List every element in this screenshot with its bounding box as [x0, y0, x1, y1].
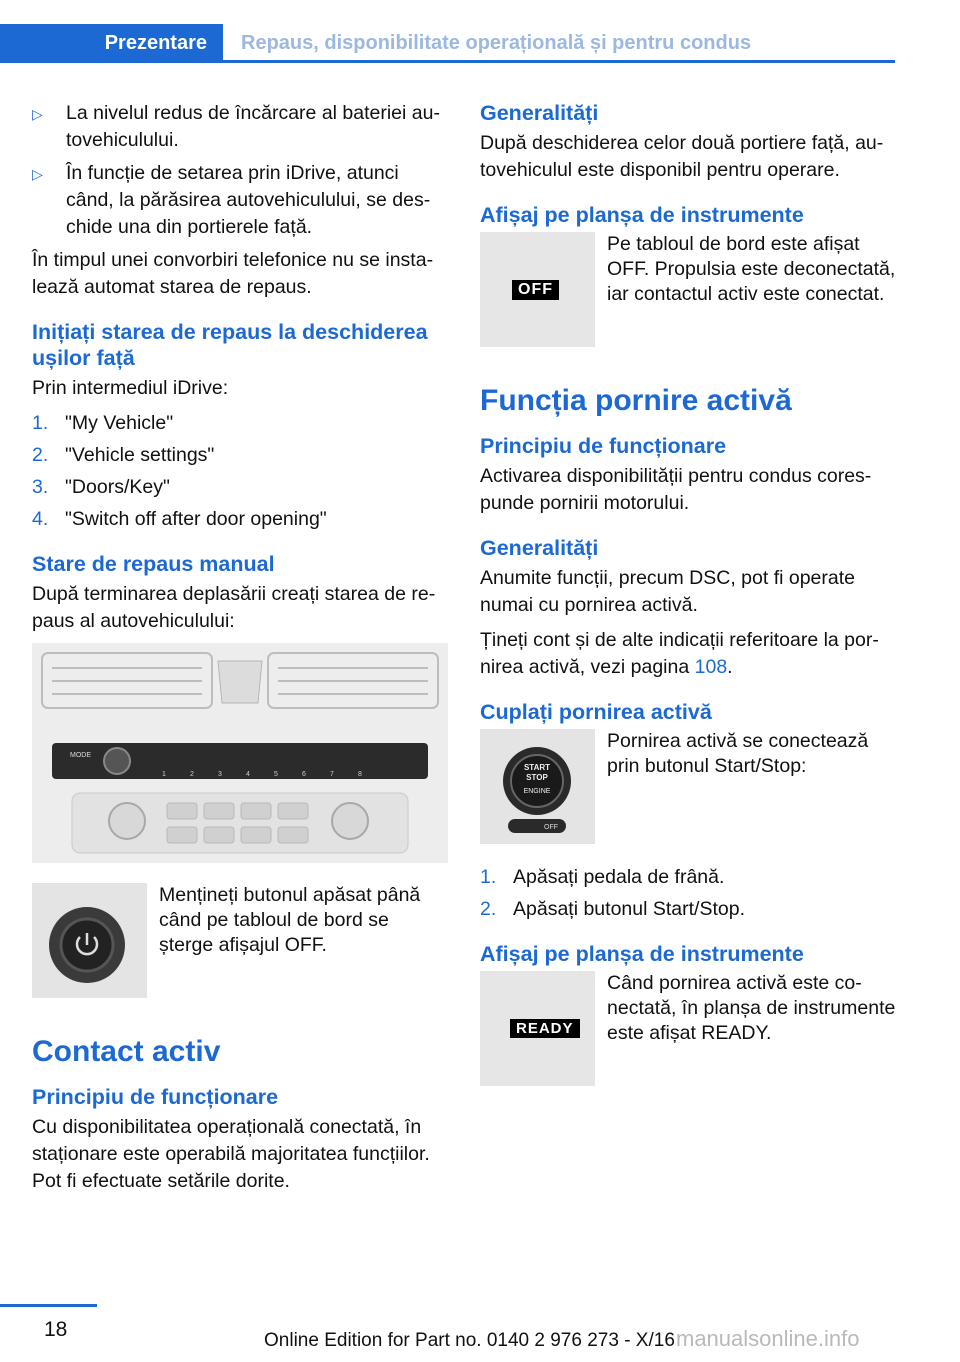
paragraph: În timpul unei convorbiri telefonice nu se instalează automat starea de repaus. [32, 249, 434, 298]
section-heading: Afișaj pe planșa de instrumente [480, 942, 804, 966]
preset-key-label: 4 [246, 771, 250, 778]
power-button-icon [32, 883, 147, 998]
page-link[interactable]: 108 [694, 656, 728, 678]
engine-label: ENGINE [523, 788, 551, 795]
right-column [480, 100, 896, 1100]
list-item: 1. "My Vehicle" [32, 412, 174, 434]
start-stop-button-icon [480, 729, 595, 844]
triangle-bullet-icon: ▷ [32, 106, 43, 122]
section-tab-label: Prezentare [104, 31, 207, 54]
list-item: 2. Apăsați butonul Start/Stop. [480, 898, 745, 920]
list-item: ▷ În funcție de setarea prin iDrive, atunci când, la părăsirea autovehiculului, se deschide una din portierele față. [32, 160, 448, 241]
preset-key-label: 5 [274, 771, 278, 778]
section-heading: Cuplați pornirea activă [480, 700, 712, 724]
preset-key-label: 3 [218, 771, 222, 778]
chapter-heading: Funcția pornire activă [480, 384, 792, 417]
ready-indicator: READY [510, 1019, 580, 1038]
preset-key-label: 2 [190, 771, 194, 778]
center-console-drawing [32, 643, 448, 863]
preset-key-label: 8 [358, 771, 362, 778]
paragraph: Mențineți butonul apăsat până când pe tabloul de bord se șterge afișajul OFF. [159, 884, 421, 956]
paragraph: Anumite funcții, precum DSC, pot fi operate numai cu pornirea activă. [480, 567, 856, 616]
section-heading: Inițiați starea de repaus la deschiderea ușilor față [32, 320, 428, 370]
off-indicator: OFF [512, 280, 559, 300]
center-console-illustration [32, 643, 448, 863]
section-heading: Afișaj pe planșa de instrumente [480, 203, 804, 227]
triangle-bullet-icon: ▷ [32, 166, 43, 182]
paragraph: Pe tabloul de bord este afișat OFF. Propulsia este deconectată, iar contactul activ este conectat. [607, 233, 896, 305]
edition-note: Online Edition for Part no. 0140 2 976 273 - X/16 [264, 1330, 675, 1351]
start-label: START [523, 763, 551, 772]
ready-display-illustration [480, 971, 595, 1086]
off-label: OFF [544, 824, 558, 831]
section-heading: Stare de repaus manual [32, 552, 275, 576]
paragraph: Activarea disponibilității pentru condus corespunde pornirii motorului. [480, 465, 872, 514]
paragraph: Cu disponibilitatea operațională conectată, în staționare este operabilă majoritatea funcțiilor. Pot fi efectuate setările dorite. [32, 1116, 430, 1192]
list-item: 2. "Vehicle settings" [32, 444, 215, 466]
chapter-heading: Contact activ [32, 1035, 221, 1068]
ready-display-figure [480, 971, 896, 1086]
section-tab[interactable] [0, 24, 223, 62]
section-heading: Generalități [480, 536, 599, 560]
section-heading: Principiu de funcționare [32, 1085, 279, 1109]
section-heading: Generalități [480, 101, 599, 125]
left-column [32, 100, 448, 1203]
preset-key-label: 6 [302, 771, 306, 778]
paragraph: După deschiderea celor două portiere față, autovehiculul este disponibil pentru operare. [480, 132, 884, 181]
list-item: 1. Apăsați pedala de frână. [480, 866, 725, 888]
start-stop-figure [480, 729, 896, 844]
list-item: 3. "Doors/Key" [32, 476, 170, 498]
paragraph: Prin intermediul iDrive: [32, 377, 229, 399]
paragraph: Când pornirea activă este conectată, în planșa de instrumente este afișat READY. [607, 972, 896, 1044]
paragraph: Pornirea activă se conectează prin butonul Start/Stop: [607, 730, 869, 777]
list-item: ▷ La nivelul redus de încărcare al bateriei autovehiculului. [32, 100, 448, 154]
off-display-illustration [480, 232, 595, 347]
stop-label: STOP [526, 773, 548, 782]
off-display-figure [480, 232, 896, 347]
mode-key-label: MODE [70, 752, 91, 759]
start-stop-illustration [480, 729, 595, 844]
footer-rule [0, 1304, 97, 1307]
paragraph: Țineți cont și de alte indicații referitoare la pornirea activă, vezi pagina 108. [480, 629, 879, 678]
list-item: 4. "Switch off after door opening" [32, 508, 327, 530]
paragraph: După terminarea deplasării creați starea de repaus al autovehiculului: [32, 583, 436, 632]
power-knob-illustration [32, 883, 147, 998]
chapter-title: Repaus, disponibilitate operațională și pentru condus [241, 32, 752, 54]
section-heading: Principiu de funcționare [480, 434, 727, 458]
watermark: manualsonline.info [676, 1326, 860, 1351]
power-knob-figure [32, 883, 448, 998]
preset-key-label: 7 [330, 771, 334, 778]
preset-key-label: 1 [162, 771, 166, 778]
page-number: 18 [44, 1318, 68, 1341]
